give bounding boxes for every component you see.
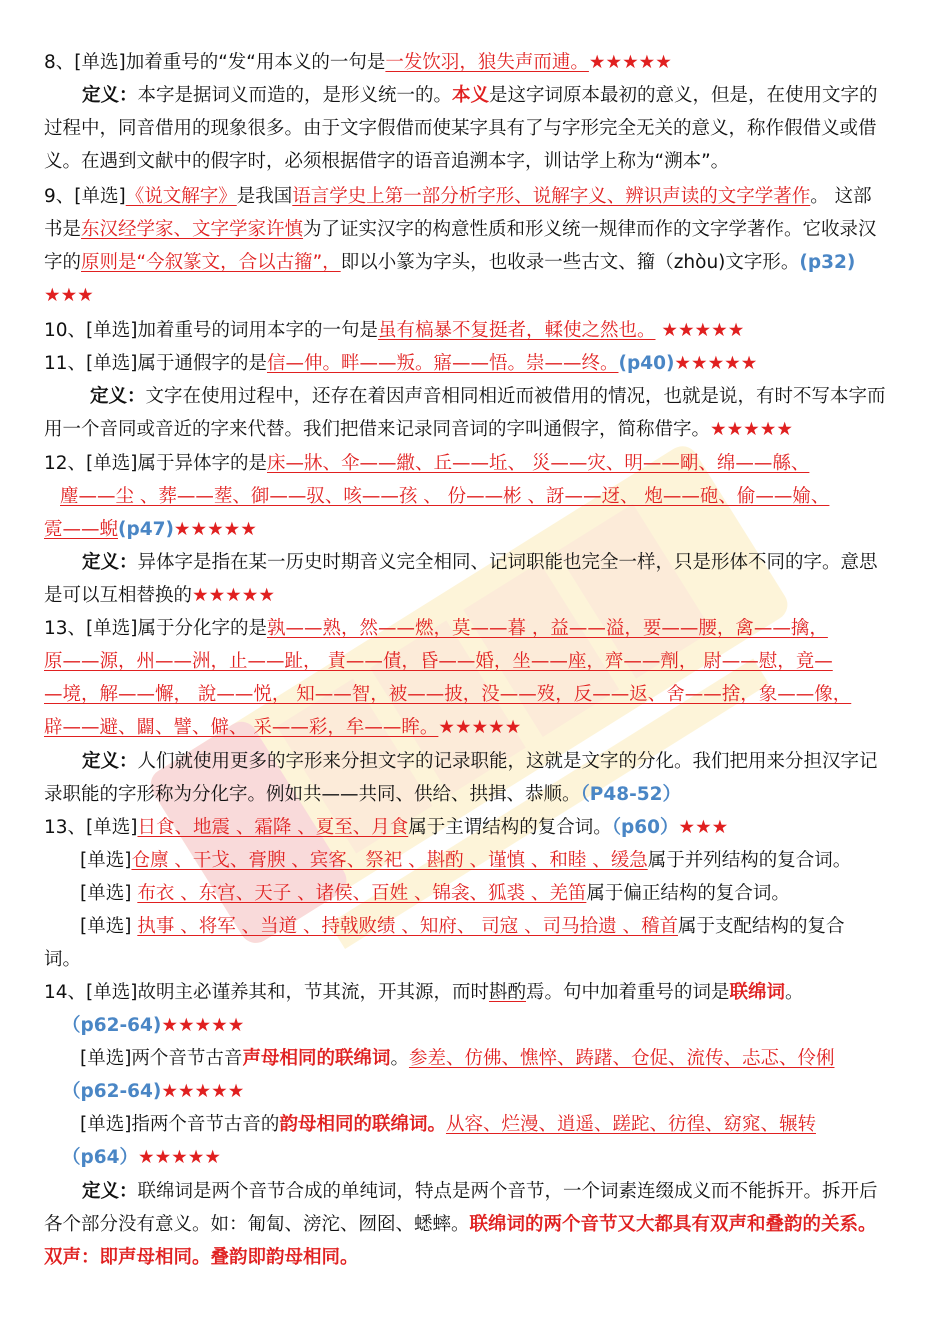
q8-stars: ★★★★★ bbox=[588, 52, 672, 73]
q9-line2: 书是东汉经学家、文字学家许慎为了证实汉字的构意性质和形义统一规律而作的文字学著作。它收录汉 bbox=[44, 219, 877, 240]
q13-line2: 原——源，州——洲，止——趾， 責——債，昏——婚，坐——座，齊——劑， 尉——慰，竟— bbox=[44, 651, 833, 672]
q14b-line1: [单选]两个音节古音声母相同的联绵词。参差、仿佛、憔悴、踌躇、仓促、流传、忐忑、伶俐 bbox=[80, 1048, 835, 1069]
q13d-line: [单选] 布衣 、东宫、天子 、诸侯、百姓 、锦衾、狐裘 、羌笛属于偏正结构的复合词。 bbox=[80, 883, 790, 904]
q13-line3: —境，解——懈， 說——悦， 知——智，被——披，没——歿，反——返、舍——捨，象——像， bbox=[44, 684, 852, 705]
d13-line2: 录职能的字形称为分化字。例如共——共同、供给、拱揖、恭顺。（P48-52） bbox=[44, 784, 681, 805]
q13e-line2: 词。 bbox=[44, 949, 82, 970]
q10-line: 10、[单选]加着重号的词用本字的一句是虽有槁暴不复挺者，輮使之然也。 ★★★★★ bbox=[44, 320, 745, 341]
q11-line: 11、[单选]属于通假字的是信—伸。畔——叛。寤——悟。崇——终。(p40)★★★★★ bbox=[44, 353, 758, 374]
q9-line1: 9、[单选]《说文解字》是我国语言学史上第一部分析字形、说解字义、辨识声读的文字学著作。 这部 bbox=[44, 186, 872, 207]
d11-line2: 用一个音同或音近的字来代替。我们把借来记录同音词的字叫通假字，简称借字。★★★★★ bbox=[44, 419, 793, 440]
d8-line2: 过程中，同音借用的现象很多。由于文字假借而使某字具有了与字形完全无关的意义，称作假借义或借 bbox=[44, 118, 877, 139]
d11-line1: 定义：文字在使用过程中，还存在着因声音相同相近而被借用的情况，也就是说，有时不写本字而 bbox=[90, 386, 886, 407]
q9-line3: 字的原则是“今叙篆文，合以古籀”，即以小篆为字头，也收录一些古文、籀（zhòu)文字形。(p32) bbox=[44, 252, 856, 273]
q13b-line: 13、[单选]日食、地震 、霜降 、夏至、月食属于主谓结构的复合词。（p60）★★★ bbox=[44, 817, 729, 838]
d8-line1: 定义：本字是据词义而造的，是形义统一的。本义是这字词原本最初的意义，但是，在使用文字的 bbox=[82, 85, 878, 106]
d12-line1: 定义：异体字是指在某一历史时期音义完全相同、记词职能也完全一样，只是形体不同的字。意思 bbox=[82, 552, 878, 573]
q8-answer: 一发饮羽，狼失声而逋。 bbox=[385, 52, 589, 73]
q13-line4: 辟——避、闢、譬、僻、 采——彩，牟——眸。★★★★★ bbox=[44, 717, 522, 738]
d13-line1: 定义：人们就使用更多的字形来分担文字的记录职能，这就是文字的分化。我们把用来分担汉字记 bbox=[82, 751, 878, 772]
d8-line3: 义。在遇到文献中的假字时，必须根据借字的语音追溯本字，训诂学上称为“溯本”。 bbox=[44, 151, 730, 172]
q13c-line: [单选]仓廪 、干戈、膏腴 、宾客、祭祀 、斟酌 、谨慎 、和睦 、缓急属于并列结构的复合词。 bbox=[80, 850, 852, 871]
d14-line1: 定义：联绵词是两个音节合成的单纯词，特点是两个音节，一个词素连缀成义而不能拆开。拆开后 bbox=[82, 1181, 878, 1202]
d14-line2: 各个部分没有意义。如：匍匐、滂沱、囫囵、蟋蟀。联绵词的两个音节又大都具有双声和叠韵的关系。 bbox=[44, 1214, 877, 1235]
q12-line2: 麈——尘 、葬——塟、御——驭、咳——孩 、 份——彬 、訝——迓、 炮——砲、偷——媮、 bbox=[60, 486, 830, 507]
q14-line1: 14、[单选]故明主必谨养其和，节其流，开其源，而时斟酌焉。句中加着重号的词是联绵词。 bbox=[44, 982, 804, 1003]
q12-line1: 12、[单选]属于异体字的是床—牀、伞——繖、丘——坵、 災——灾、明——朙、绵——緜、 bbox=[44, 453, 810, 474]
q13e-line1: [单选] 执事 、将军 、当道 、持戟败绩 、知府、 司寇 、司马拾遗 、稽首属于支配结构的复合 bbox=[80, 916, 845, 937]
q14c-line1: [单选]指两个音节古音的韵母相同的联绵词。从容、烂漫、逍遥、蹉跎、彷徨、窈窕、辗转 bbox=[80, 1114, 816, 1135]
q9-stars: ★★★ bbox=[44, 285, 94, 306]
q14-line2: （p62-64)★★★★★ bbox=[62, 1015, 245, 1036]
d14-line3: 双声：即声母相同。叠韵即韵母相同。 bbox=[44, 1247, 359, 1268]
q14b-line2: （p62-64)★★★★★ bbox=[62, 1081, 245, 1102]
q8-line: 8、[单选]加着重号的“发“用本义的一句是一发饮羽，狼失声而逋。★★★★★ bbox=[44, 52, 672, 73]
q13-line1: 13、[单选]属于分化字的是孰——熟，然——燃，莫——暮 ，益——溢，要——腰，禽——擒， bbox=[44, 618, 828, 639]
q14c-line2: （p64）★★★★★ bbox=[62, 1147, 221, 1168]
d12-line2: 是可以互相替换的★★★★★ bbox=[44, 585, 275, 606]
q12-line3: 霓——蜺(p47)★★★★★ bbox=[44, 519, 257, 540]
